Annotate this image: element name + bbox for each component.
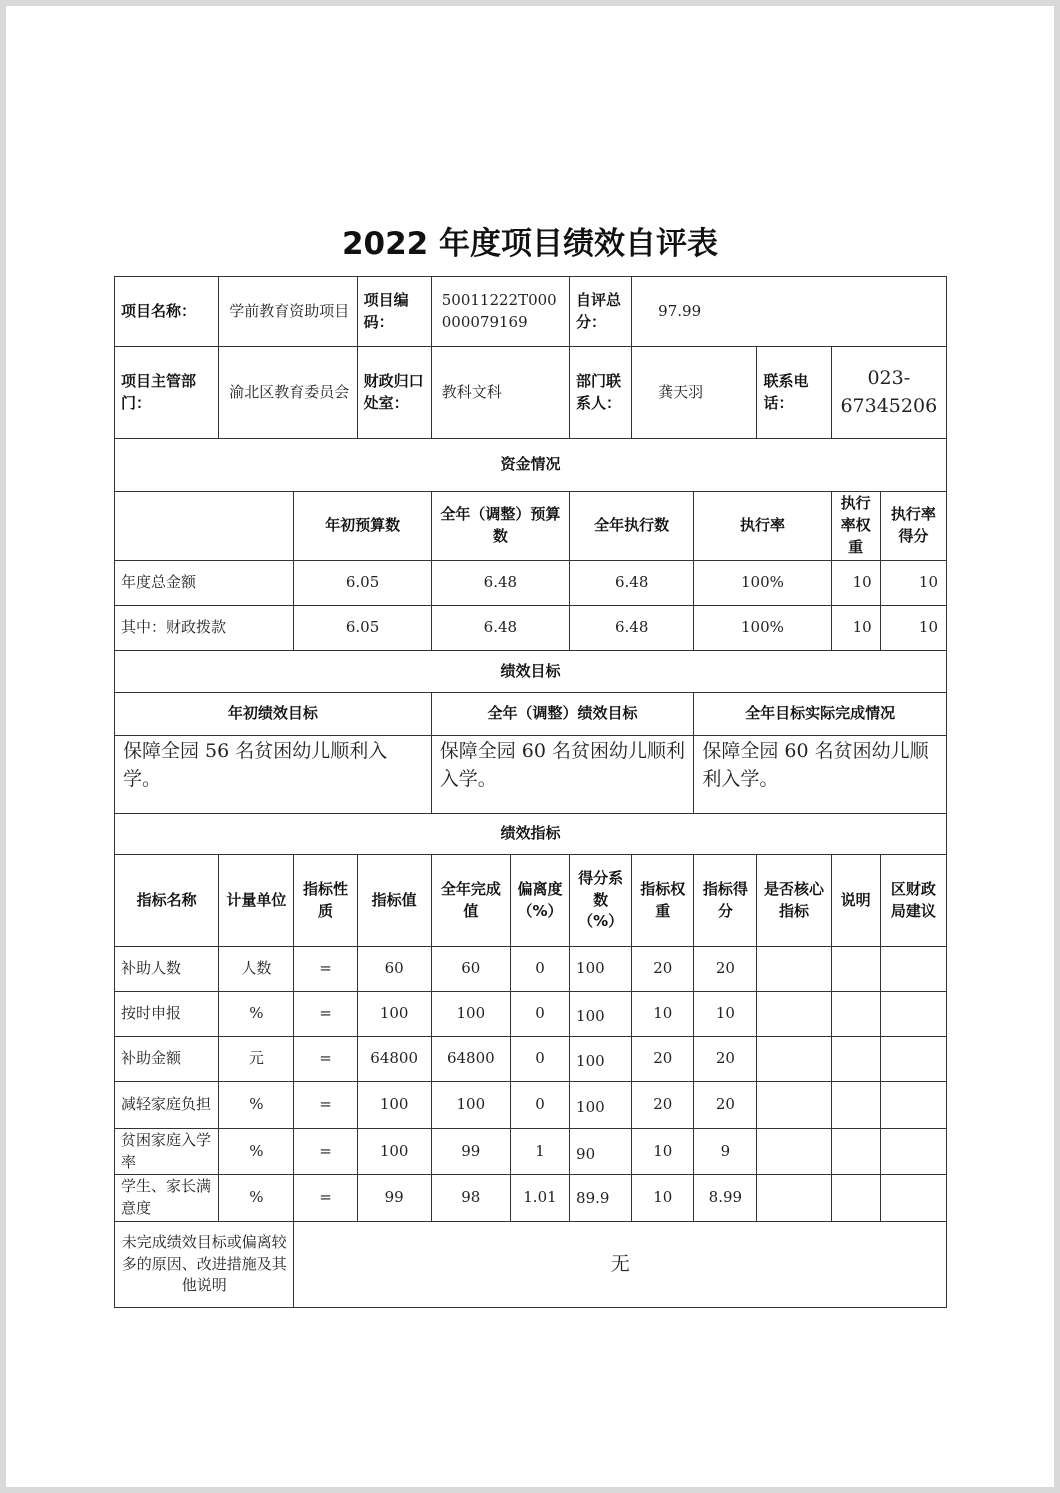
- funds-cell: 10: [831, 606, 880, 651]
- indicator-cell: [757, 1129, 831, 1175]
- project-code-label: 项目编码：: [357, 277, 431, 347]
- dept-value: 渝北区教育委员会: [219, 347, 357, 439]
- funds-cell: 100%: [694, 606, 831, 651]
- indicator-cell: 100: [570, 947, 632, 992]
- table-row: [115, 1037, 947, 1082]
- indicator-cell: 0: [510, 992, 569, 1037]
- funds-row-label: 其中：财政拨款: [115, 606, 294, 651]
- indicator-cell: 90: [570, 1129, 632, 1175]
- goals-header-actual: 全年目标实际完成情况: [694, 693, 947, 736]
- goals-header-initial: 年初绩效目标: [115, 693, 432, 736]
- indicator-cell: 100: [357, 1129, 431, 1175]
- indicator-cell: [831, 1082, 880, 1129]
- funds-cell: 10: [880, 561, 946, 606]
- phone-value: 023-67345206: [831, 347, 946, 439]
- table-row: [115, 992, 947, 1037]
- indicator-cell: [831, 1175, 880, 1222]
- indicator-cell: 8.99: [694, 1175, 757, 1222]
- indicator-cell: 1.01: [510, 1175, 569, 1222]
- indicator-cell: 99: [431, 1129, 510, 1175]
- indicator-cell: =: [294, 1082, 357, 1129]
- funds-header-score: 执行率得分: [880, 492, 946, 561]
- funds-cell: 6.48: [431, 606, 569, 651]
- phone-label: 联系电话：: [757, 347, 831, 439]
- table-row: [115, 606, 947, 651]
- indicator-cell: 89.9: [570, 1175, 632, 1222]
- indicator-cell: 20: [694, 1082, 757, 1129]
- indicator-cell: =: [294, 992, 357, 1037]
- funds-section-header: [115, 439, 947, 492]
- explanation-label: 未完成绩效目标或偏离较多的原因、改进措施及其他说明: [115, 1222, 294, 1308]
- indicator-header: 区财政局建议: [880, 855, 946, 947]
- funds-cell: 10: [831, 561, 880, 606]
- indicator-cell: %: [219, 1082, 294, 1129]
- indicator-cell: 100: [570, 1037, 632, 1082]
- finance-office-label: 财政归口处室：: [357, 347, 431, 439]
- indicator-cell: [880, 1082, 946, 1129]
- funds-cell: 6.05: [294, 561, 431, 606]
- project-code-value: 50011222T000000079169: [431, 277, 569, 347]
- indicator-cell: %: [219, 1175, 294, 1222]
- indicator-cell: [880, 1037, 946, 1082]
- indicator-cell: =: [294, 947, 357, 992]
- evaluation-table: [114, 276, 947, 1308]
- funds-column-headers: [115, 492, 947, 561]
- indicator-cell: 100: [357, 992, 431, 1037]
- indicator-cell: [880, 947, 946, 992]
- table-row: [115, 1129, 947, 1175]
- dept-label: 项目主管部门：: [115, 347, 219, 439]
- funds-header-blank: [115, 492, 294, 561]
- indicator-cell: [831, 992, 880, 1037]
- indicator-cell: 0: [510, 1082, 569, 1129]
- indicator-header: 指标值: [357, 855, 431, 947]
- indicator-cell: 98: [431, 1175, 510, 1222]
- info-row-1: [115, 277, 947, 347]
- funds-cell: 6.48: [431, 561, 569, 606]
- project-name-value: 学前教育资助项目: [219, 277, 357, 347]
- indicator-cell: [757, 992, 831, 1037]
- indicator-cell: 人数: [219, 947, 294, 992]
- indicator-cell: 9: [694, 1129, 757, 1175]
- finance-office-value: 教科文科: [431, 347, 569, 439]
- indicators-column-headers: [115, 855, 947, 947]
- funds-header-weight: 执行率权重: [831, 492, 880, 561]
- indicator-header: 指标权重: [632, 855, 694, 947]
- indicator-cell: 10: [632, 992, 694, 1037]
- table-row: [115, 1175, 947, 1222]
- funds-cell: 10: [880, 606, 946, 651]
- indicator-cell: [757, 1175, 831, 1222]
- indicator-cell: =: [294, 1037, 357, 1082]
- indicator-cell: 100: [431, 992, 510, 1037]
- indicator-cell: [757, 1037, 831, 1082]
- indicator-cell: 60: [357, 947, 431, 992]
- indicator-header: 说明: [831, 855, 880, 947]
- funds-header-adjusted: 全年（调整）预算数: [431, 492, 569, 561]
- indicator-header: 指标得分: [694, 855, 757, 947]
- project-name-label: 项目名称：: [115, 277, 219, 347]
- goal-initial-text: 保障全园 56 名贫困幼儿顺利入学。: [115, 736, 432, 814]
- explanation-value: 无: [294, 1222, 947, 1308]
- indicator-header: 偏离度（%）: [510, 855, 569, 947]
- indicator-cell: 10: [632, 1129, 694, 1175]
- indicator-cell: %: [219, 992, 294, 1037]
- indicator-cell: 20: [694, 947, 757, 992]
- info-row-2: [115, 347, 947, 439]
- indicator-name: 贫困家庭入学率: [115, 1129, 219, 1175]
- goals-content-row: [115, 736, 947, 814]
- funds-cell: 6.48: [570, 561, 694, 606]
- indicator-name: 按时申报: [115, 992, 219, 1037]
- indicator-header: 是否核心指标: [757, 855, 831, 947]
- table-row: [115, 561, 947, 606]
- goals-section-header: [115, 651, 947, 693]
- funds-header-executed: 全年执行数: [570, 492, 694, 561]
- indicators-section-header: [115, 814, 947, 855]
- indicator-cell: =: [294, 1129, 357, 1175]
- indicator-cell: [757, 1082, 831, 1129]
- funds-cell: 6.05: [294, 606, 431, 651]
- indicator-header: 指标性质: [294, 855, 357, 947]
- funds-section-title: 资金情况: [115, 439, 947, 492]
- indicator-cell: 0: [510, 947, 569, 992]
- indicator-name: 学生、家长满意度: [115, 1175, 219, 1222]
- funds-cell: 100%: [694, 561, 831, 606]
- indicator-cell: [880, 1129, 946, 1175]
- contact-label: 部门联系人：: [570, 347, 632, 439]
- indicator-cell: 元: [219, 1037, 294, 1082]
- indicator-cell: =: [294, 1175, 357, 1222]
- indicator-cell: 64800: [357, 1037, 431, 1082]
- funds-row-label: 年度总金额: [115, 561, 294, 606]
- self-score-value: 97.99: [632, 277, 947, 347]
- indicator-cell: 99: [357, 1175, 431, 1222]
- table-row: [115, 1082, 947, 1129]
- indicator-header: 指标名称: [115, 855, 219, 947]
- indicator-cell: [831, 1129, 880, 1175]
- indicator-cell: 10: [694, 992, 757, 1037]
- goals-section-title: 绩效目标: [115, 651, 947, 693]
- indicator-cell: 100: [431, 1082, 510, 1129]
- funds-cell: 6.48: [570, 606, 694, 651]
- indicator-header: 全年完成值: [431, 855, 510, 947]
- indicator-cell: %: [219, 1129, 294, 1175]
- indicator-cell: 100: [570, 992, 632, 1037]
- indicator-cell: 64800: [431, 1037, 510, 1082]
- explanation-row: [115, 1222, 947, 1308]
- contact-value: 龚天羽: [632, 347, 757, 439]
- indicator-cell: 100: [357, 1082, 431, 1129]
- indicator-cell: [831, 947, 880, 992]
- indicator-cell: 20: [632, 947, 694, 992]
- indicator-name: 补助金额: [115, 1037, 219, 1082]
- goals-header-adjusted: 全年（调整）绩效目标: [431, 693, 694, 736]
- indicator-cell: 0: [510, 1037, 569, 1082]
- funds-header-initial: 年初预算数: [294, 492, 431, 561]
- indicator-cell: 1: [510, 1129, 569, 1175]
- indicator-cell: 20: [632, 1037, 694, 1082]
- indicator-cell: 20: [694, 1037, 757, 1082]
- indicator-cell: [880, 1175, 946, 1222]
- table-row: [115, 947, 947, 992]
- indicator-cell: 60: [431, 947, 510, 992]
- self-score-label: 自评总分：: [570, 277, 632, 347]
- indicator-cell: 100: [570, 1082, 632, 1129]
- funds-header-rate: 执行率: [694, 492, 831, 561]
- indicator-name: 减轻家庭负担: [115, 1082, 219, 1129]
- goal-adjusted-text: 保障全园 60 名贫困幼儿顺利入学。: [431, 736, 694, 814]
- indicator-header: 计量单位: [219, 855, 294, 947]
- indicator-cell: [831, 1037, 880, 1082]
- goal-actual-text: 保障全园 60 名贫困幼儿顺利入学。: [694, 736, 947, 814]
- indicator-cell: 20: [632, 1082, 694, 1129]
- indicators-section-title: 绩效指标: [115, 814, 947, 855]
- indicator-cell: 10: [632, 1175, 694, 1222]
- indicator-cell: [757, 947, 831, 992]
- page-title: 2022 年度项目绩效自评表: [341, 226, 719, 262]
- indicator-name: 补助人数: [115, 947, 219, 992]
- indicator-cell: [880, 992, 946, 1037]
- goals-column-headers: [115, 693, 947, 736]
- indicator-header: 得分系数（%）: [570, 855, 632, 947]
